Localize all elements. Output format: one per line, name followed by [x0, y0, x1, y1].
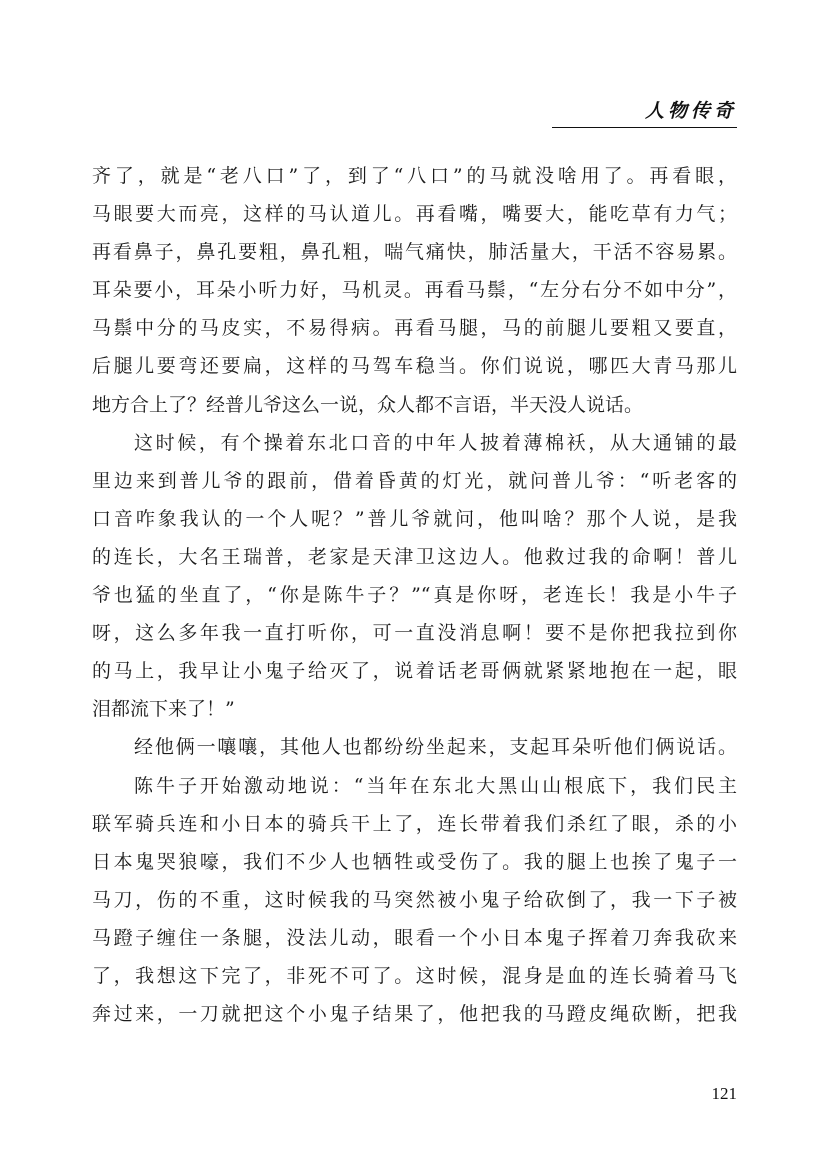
text-line: 的连长，大名王瑞普，老家是天津卫这边人。他救过我的命啊！普儿	[92, 545, 737, 568]
text-line: 马刀，伤的不重，这时候我的马突然被小鬼子给砍倒了，我一下子被	[92, 888, 737, 911]
text-line: 再看鼻子，鼻孔要粗，鼻孔粗，喘气痛快，肺活量大，干活不容易累。	[92, 241, 737, 264]
text-line: 的马上，我早让小鬼子给灭了，说着话老哥俩就紧紧地抱在一起，眼	[92, 660, 737, 683]
header-rule	[552, 127, 737, 128]
text-line: 陈牛子开始激动地说：“当年在东北大黑山山根底下，我们民主	[134, 774, 737, 797]
text-line: 这时候，有个操着东北口音的中年人披着薄棉袄，从大通铺的最	[134, 431, 737, 454]
page-number: 121	[711, 1084, 737, 1103]
text-line: 口音咋象我认的一个人呢？”普儿爷就问，他叫啥？那个人说，是我	[92, 507, 737, 530]
text-line: 联军骑兵连和小日本的骑兵干上了，连长带着我们杀红了眼，杀的小	[92, 812, 737, 835]
text-line: 地方合上了？经普儿爷这么一说，众人都不言语，半天没人说话。	[92, 393, 644, 416]
text-line: 马眼要大而亮，这样的马认道儿。再看嘴，嘴要大，能吃草有力气；	[92, 203, 737, 226]
text-line: 了，我想这下完了，非死不可了。这时候，混身是血的连长骑着马飞	[92, 964, 737, 987]
text-line: 呀，这么多年我一直打听你，可一直没消息啊！要不是你把我拉到你	[92, 622, 737, 645]
text-line: 泪都流下来了！”	[92, 698, 235, 721]
text-line: 马蹬子缠住一条腿，没法儿动，眼看一个小日本鬼子挥着刀奔我砍来	[92, 926, 737, 949]
text-line: 后腿儿要弯还要扁，这样的马驾车稳当。你们说说，哪匹大青马那儿	[92, 355, 737, 378]
text-line: 齐了，就是“老八口”了，到了“八口”的马就没啥用了。再看眼，	[92, 165, 737, 187]
text-line: 耳朵要小，耳朵小听力好，马机灵。再看马鬃，“左分右分不如中分”，	[92, 279, 737, 302]
text-line: 爷也猛的坐直了，“你是陈牛子？”“真是你呀，老连长！我是小牛子	[92, 584, 737, 607]
text-line: 奔过来，一刀就把这个小鬼子结果了，他把我的马蹬皮绳砍断，把我	[92, 1003, 737, 1026]
body-text	[92, 157, 737, 1033]
text-line: 马鬃中分的马皮实，不易得病。再看马腿，马的前腿儿要粗又要直，	[92, 317, 737, 340]
text-line: 日本鬼哭狼嚎，我们不少人也牺牲或受伤了。我的腿上也挨了鬼子一	[92, 850, 737, 873]
running-header-title: 人物传奇	[644, 100, 737, 122]
text-line: 经他俩一嚷嚷，其他人也都纷纷坐起来，支起耳朵听他们俩说话。	[134, 736, 737, 759]
text-line: 里边来到普儿爷的跟前，借着昏黄的灯光，就问普儿爷：“听老客的	[92, 469, 737, 492]
